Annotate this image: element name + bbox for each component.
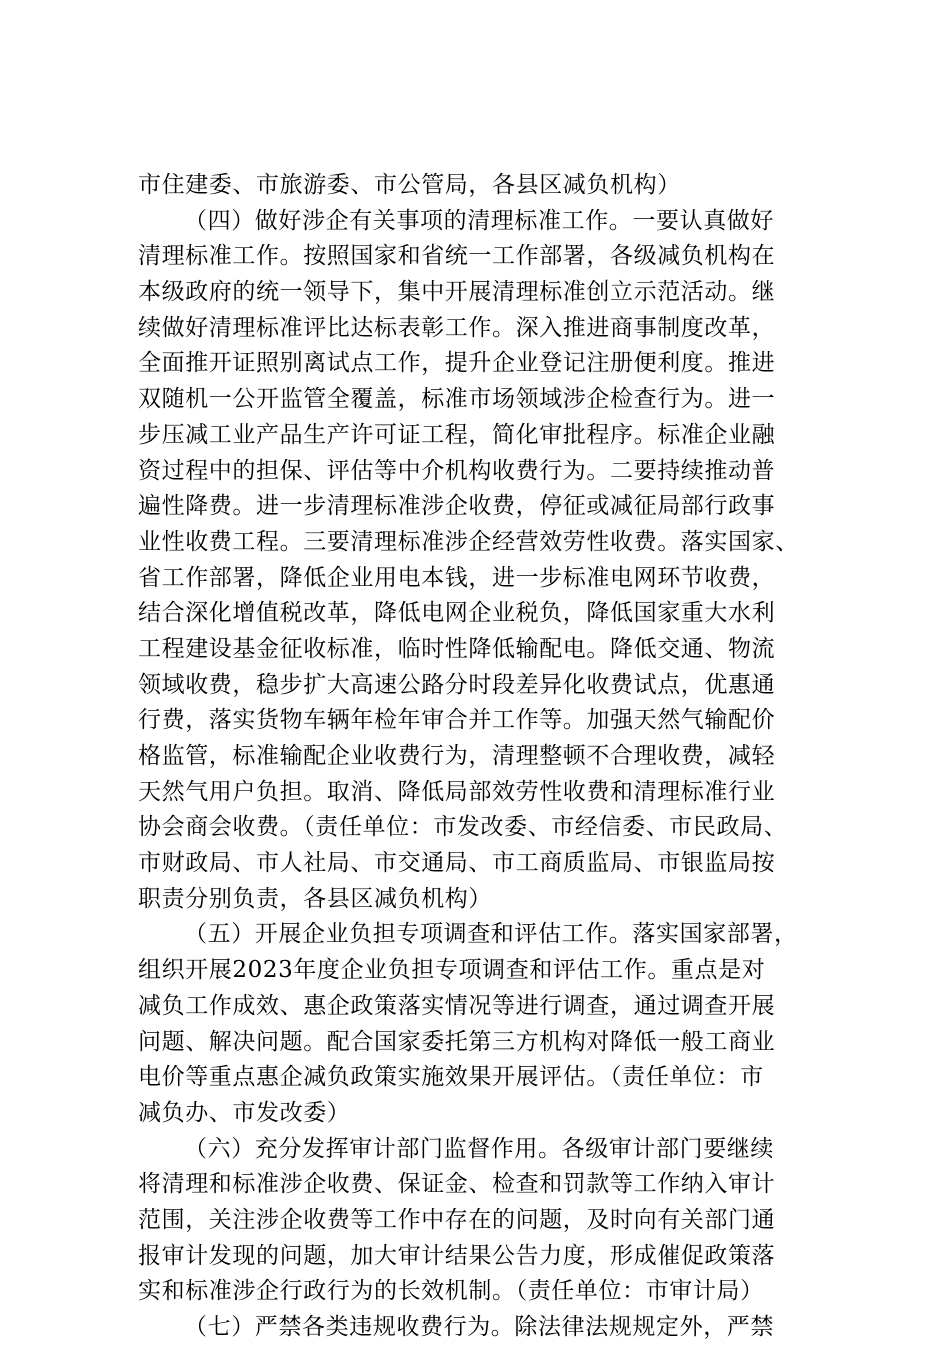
text-line: 减负工作成效、惠企政策落实情况等进行调查，通过调查开展: [138, 992, 776, 1019]
text-line: 续做好清理标准评比达标表彰工作。深入推进商事制度改革，: [138, 314, 776, 341]
text-line: 全面推开证照别离试点工作，提升企业登记注册便利度。推进: [138, 350, 776, 377]
text-line: 清理标准工作。按照国家和省统一工作部署，各级减负机构在: [138, 243, 776, 270]
text-line: 双随机一公开监管全覆盖，标准市场领域涉企检查行为。进一: [138, 386, 776, 413]
text-line: 组织开展2023年度企业负担专项调查和评估工作。重点是对: [138, 957, 766, 984]
text-line: 报审计发现的问题，加大审计结果公告力度，形成催促政策落: [138, 1242, 776, 1269]
text-line: 领域收费，稳步扩大高速公路分时段差异化收费试点，优惠通: [138, 671, 776, 698]
text-line: 市住建委、市旅游委、市公管局，各县区减负机构）: [138, 172, 681, 198]
text-line: 工程建设基金征收标准，临时性降低输配电。降低交通、物流: [138, 635, 776, 662]
text-line: 本级政府的统一领导下，集中开展清理标准创立示范活动。继: [138, 279, 776, 306]
text-line: 省工作部署，降低企业用电本钱，进一步标准电网环节收费，: [138, 564, 776, 591]
text-line: 减负办、市发改委）: [138, 1099, 351, 1126]
text-line: 步压减工业产品生产许可证工程，简化审批程序。标准企业融: [138, 421, 776, 448]
text-line: （七）严禁各类违规收费行为。除法律法规规定外，严禁: [184, 1314, 774, 1340]
document-body: [138, 168, 838, 1346]
text-line: （五）开展企业负担专项调查和评估工作。落实国家部署，: [184, 921, 798, 948]
text-line: （六）充分发挥审计部门监督作用。各级审计部门要继续: [184, 1135, 774, 1162]
text-line: 市财政局、市人社局、市交通局、市工商质监局、市银监局按: [138, 850, 776, 877]
text-line: 格监管，标准输配企业收费行为，清理整顿不合理收费，减轻: [138, 743, 776, 769]
text-line: 协会商会收费。（责任单位：市发改委、市经信委、市民政局、: [138, 814, 788, 841]
text-line: 遍性降费。进一步清理标准涉企收费，停征或减征局部行政事: [138, 493, 776, 520]
text-line: 结合深化增值税改革，降低电网企业税负，降低国家重大水利: [138, 600, 776, 627]
text-line: 问题、解决问题。配合国家委托第三方机构对降低一般工商业: [138, 1028, 776, 1055]
text-line: 行费，落实货物车辆年检年审合并工作等。加强天然气输配价: [138, 707, 776, 734]
text-line: 范围，关注涉企收费等工作中存在的问题，及时向有关部门通: [138, 1206, 776, 1233]
text-line: （四）做好涉企有关事项的清理标准工作。一要认真做好: [184, 207, 774, 234]
text-line: 电价等重点惠企减负政策实施效果开展评估。（责任单位：市: [138, 1064, 764, 1091]
text-line: 天然气用户负担。取消、降低局部效劳性收费和清理标准行业: [138, 778, 776, 805]
text-line: 将清理和标准涉企收费、保证金、检查和罚款等工作纳入审计: [138, 1171, 776, 1198]
text-line: 实和标准涉企行政行为的长效机制。（责任单位：市审计局）: [138, 1278, 764, 1305]
text-line: 业性收费工程。三要清理标准涉企经营效劳性收费。落实国家、: [138, 528, 799, 555]
text-line: 职责分别负责，各县区减负机构）: [138, 885, 492, 912]
text-line: 资过程中的担保、评估等中介机构收费行为。二要持续推动普: [138, 457, 776, 484]
